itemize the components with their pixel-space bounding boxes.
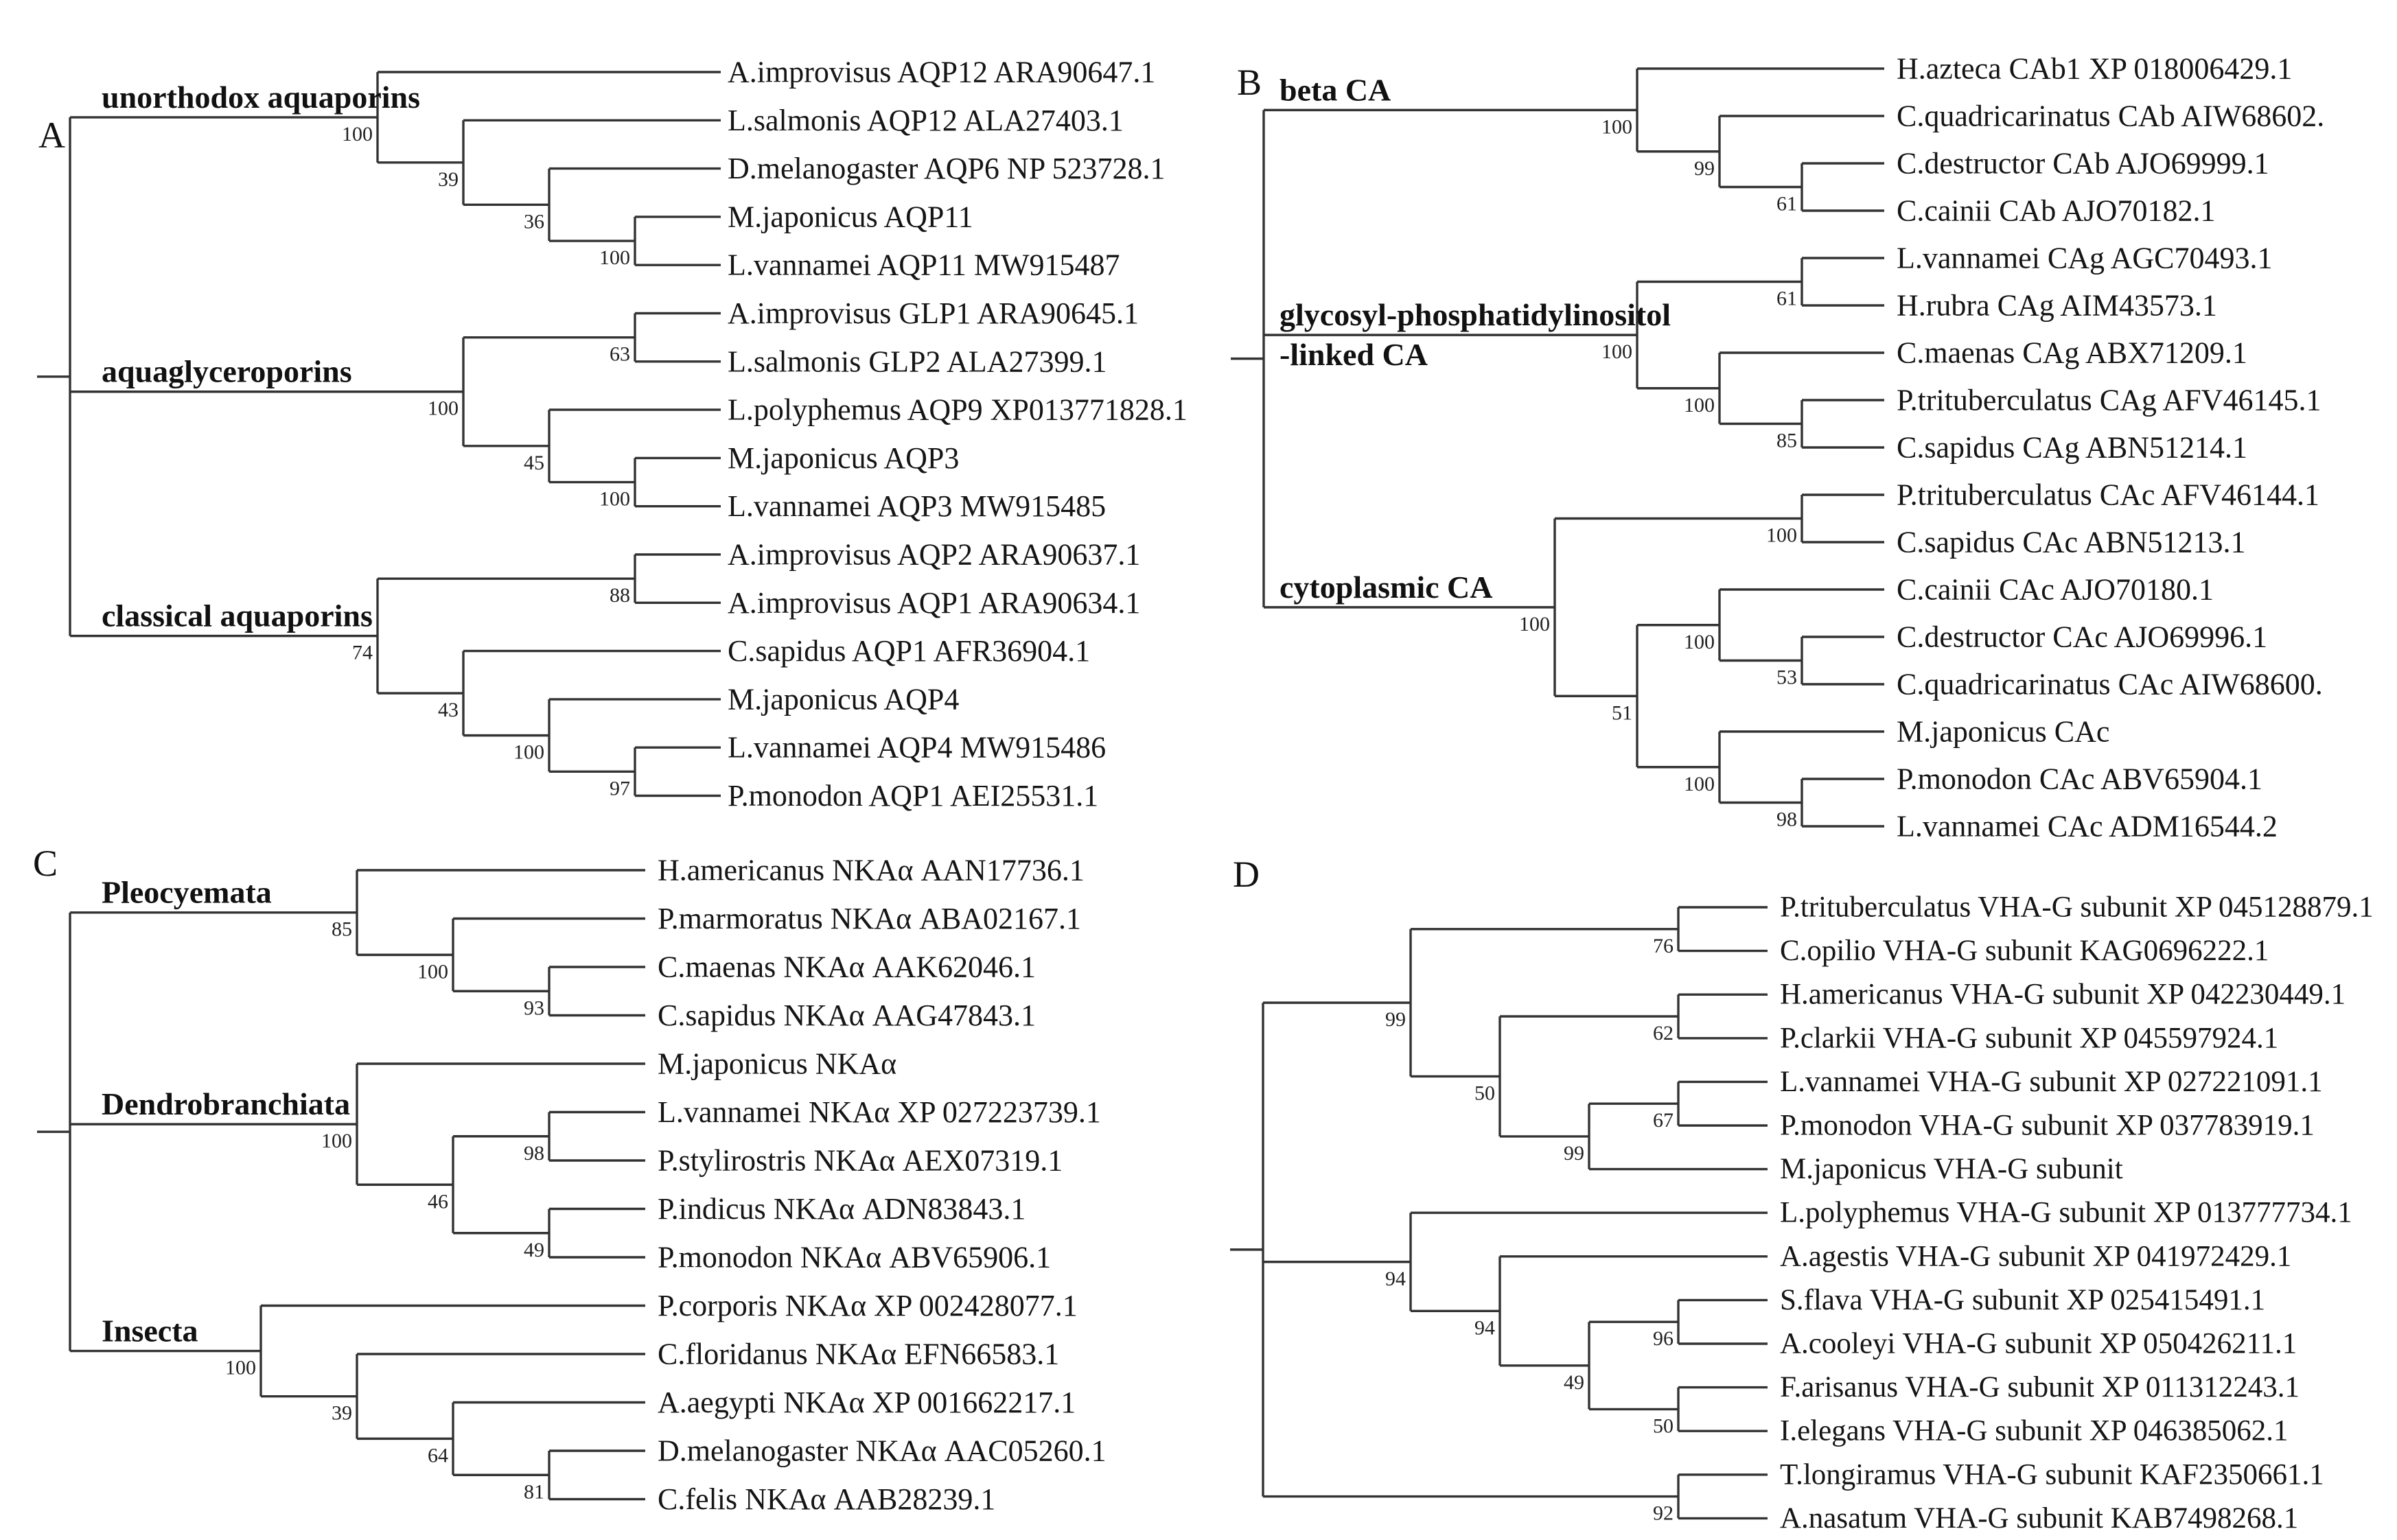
leaf-label: D.melanogaster AQP6 NP 523728.1 xyxy=(728,152,1166,186)
leaf-label: M.japonicus AQP3 xyxy=(728,441,960,475)
leaf-label: M.japonicus VHA-G subunit xyxy=(1780,1153,2123,1186)
leaf-label: C.sapidus AQP1 AFR36904.1 xyxy=(728,634,1091,668)
bootstrap-value: 100 xyxy=(321,1130,352,1153)
bootstrap-value: 100 xyxy=(1684,393,1715,417)
leaf-label: C.quadricarinatus CAc AIW68600. xyxy=(1897,667,2323,701)
panel-letter-c: C xyxy=(33,843,58,884)
leaf-label: P.stylirostris NKAα AEX07319.1 xyxy=(658,1143,1063,1178)
panel-b-tree xyxy=(1231,52,2324,843)
clade-label: aquaglyceroporins xyxy=(102,353,352,389)
leaf-label: P.trituberculatus CAc AFV46144.1 xyxy=(1897,478,2319,512)
leaf-label: P.monodon VHA-G subunit XP 037783919.1 xyxy=(1780,1109,2315,1142)
panel-d-tree xyxy=(1230,891,2374,1535)
bootstrap-value: 100 xyxy=(428,397,459,420)
bootstrap-value: 76 xyxy=(1653,934,1674,957)
bootstrap-value: 85 xyxy=(1776,429,1797,452)
leaf-label: H.americanus VHA-G subunit XP 042230449.1 xyxy=(1780,978,2346,1011)
panel-letter-d: D xyxy=(1233,854,1260,895)
leaf-label: C.sapidus NKAα AAG47843.1 xyxy=(658,999,1037,1032)
bootstrap-value: 74 xyxy=(352,641,373,664)
bootstrap-value: 50 xyxy=(1653,1414,1674,1438)
leaf-label: M.japonicus NKAα xyxy=(658,1047,897,1081)
leaf-label: P.corporis NKAα XP 002428077.1 xyxy=(658,1289,1078,1322)
clade-label: Dendrobranchiata xyxy=(102,1086,351,1122)
leaf-label: A.nasatum VHA-G subunit KAB7498268.1 xyxy=(1780,1502,2299,1535)
leaf-label: L.salmonis GLP2 ALA27399.1 xyxy=(728,345,1107,379)
bootstrap-value: 98 xyxy=(1776,808,1797,831)
leaf-label: C.destructor CAc AJO69996.1 xyxy=(1897,620,2268,654)
bootstrap-value: 100 xyxy=(1519,612,1550,635)
bootstrap-value: 46 xyxy=(428,1190,448,1213)
bootstrap-value: 100 xyxy=(417,960,448,983)
leaf-label: C.floridanus NKAα EFN66583.1 xyxy=(658,1337,1060,1371)
bootstrap-value: 53 xyxy=(1776,666,1797,689)
leaf-label: L.vannamei CAc ADM16544.2 xyxy=(1897,809,2278,843)
leaf-label: C.opilio VHA-G subunit KAG0696222.1 xyxy=(1780,935,2269,968)
clade-label: unorthodox aquaporins xyxy=(102,79,420,115)
bootstrap-value: 51 xyxy=(1612,701,1632,725)
bootstrap-value: 61 xyxy=(1776,287,1797,310)
leaf-label: L.salmonis AQP12 ALA27403.1 xyxy=(728,103,1124,137)
bootstrap-value: 96 xyxy=(1653,1327,1674,1351)
bootstrap-value: 81 xyxy=(524,1480,544,1504)
leaf-label: L.vannamei VHA-G subunit XP 027221091.1 xyxy=(1780,1065,2323,1098)
leaf-label: L.vannamei AQP4 MW915486 xyxy=(728,730,1107,765)
clade-label: beta CA xyxy=(1279,72,1391,108)
leaf-label: I.elegans VHA-G subunit XP 046385062.1 xyxy=(1780,1414,2289,1447)
bootstrap-value: 100 xyxy=(342,122,373,145)
leaf-label: T.longiramus VHA-G subunit KAF2350661.1 xyxy=(1780,1458,2324,1491)
bootstrap-value: 100 xyxy=(599,487,630,511)
bootstrap-value: 64 xyxy=(428,1444,448,1467)
leaf-label: C.felis NKAα AAB28239.1 xyxy=(658,1482,996,1516)
leaf-label: A.agestis VHA-G subunit XP 041972429.1 xyxy=(1780,1240,2292,1273)
bootstrap-value: 61 xyxy=(1776,192,1797,215)
leaf-label: P.monodon NKAα ABV65906.1 xyxy=(658,1240,1052,1274)
bootstrap-value: 50 xyxy=(1474,1082,1495,1105)
clade-label: glycosyl-phosphatidylinositol xyxy=(1279,297,1671,333)
leaf-label: P.clarkii VHA-G subunit XP 045597924.1 xyxy=(1780,1022,2279,1055)
leaf-label: P.indicus NKAα ADN83843.1 xyxy=(658,1192,1026,1226)
bootstrap-value: 100 xyxy=(1766,524,1797,547)
leaf-label: L.vannamei AQP3 MW915485 xyxy=(728,489,1107,524)
leaf-label: H.rubra CAg AIM43573.1 xyxy=(1897,288,2217,323)
bootstrap-value: 100 xyxy=(1684,772,1715,795)
leaf-label: L.polyphemus AQP9 XP013771828.1 xyxy=(728,393,1188,427)
leaf-label: P.trituberculatus VHA-G subunit XP 045128879.1 xyxy=(1780,891,2374,924)
leaf-label: A.improvisus GLP1 ARA90645.1 xyxy=(728,296,1139,330)
bootstrap-value: 43 xyxy=(438,699,459,722)
leaf-label: A.cooleyi VHA-G subunit XP 050426211.1 xyxy=(1780,1327,2297,1360)
bootstrap-value: 85 xyxy=(332,918,352,941)
bootstrap-value: 39 xyxy=(438,167,459,191)
bootstrap-value: 63 xyxy=(610,342,630,366)
leaf-label: C.sapidus CAc ABN51213.1 xyxy=(1897,525,2246,559)
leaf-label: M.japonicus CAc xyxy=(1897,714,2110,749)
bootstrap-value: 100 xyxy=(1684,630,1715,653)
leaf-label: C.cainii CAb AJO70182.1 xyxy=(1897,194,2216,228)
bootstrap-value: 45 xyxy=(524,451,544,474)
leaf-label: D.melanogaster NKAα AAC05260.1 xyxy=(658,1434,1107,1468)
bootstrap-value: 62 xyxy=(1653,1022,1674,1045)
leaf-label: C.sapidus CAg ABN51214.1 xyxy=(1897,430,2247,465)
bootstrap-value: 100 xyxy=(1601,115,1632,139)
leaf-label: L.vannamei CAg AGC70493.1 xyxy=(1897,241,2273,275)
bootstrap-value: 49 xyxy=(1564,1370,1584,1394)
clade-label: -linked CA xyxy=(1279,337,1428,373)
leaf-label: F.arisanus VHA-G subunit XP 011312243.1 xyxy=(1780,1371,2300,1404)
clade-label: classical aquaporins xyxy=(102,598,373,633)
leaf-label: S.flava VHA-G subunit XP 025415491.1 xyxy=(1780,1283,2266,1316)
leaf-label: L.vannamei NKAα XP 027223739.1 xyxy=(658,1095,1101,1129)
leaf-label: C.maenas NKAα AAK62046.1 xyxy=(658,950,1036,984)
panel-letter-a: A xyxy=(38,115,65,156)
leaf-label: M.japonicus AQP4 xyxy=(728,682,960,716)
bootstrap-value: 36 xyxy=(524,210,544,233)
bootstrap-value: 94 xyxy=(1385,1267,1406,1290)
bootstrap-value: 98 xyxy=(524,1141,544,1165)
bootstrap-value: 67 xyxy=(1653,1109,1674,1132)
leaf-label: C.maenas CAg ABX71209.1 xyxy=(1897,336,2247,370)
leaf-label: A.improvisus AQP12 ARA90647.1 xyxy=(728,55,1156,89)
leaf-label: P.trituberculatus CAg AFV46145.1 xyxy=(1897,383,2321,417)
clade-label: cytoplasmic CA xyxy=(1279,569,1493,605)
bootstrap-value: 100 xyxy=(599,246,630,270)
leaf-label: L.polyphemus VHA-G subunit XP 013777734.1 xyxy=(1780,1196,2352,1229)
leaf-label: A.aegypti NKAα XP 001662217.1 xyxy=(658,1386,1076,1419)
leaf-label: C.cainii CAc AJO70180.1 xyxy=(1897,572,2214,607)
panel-letter-b: B xyxy=(1237,62,1262,103)
bootstrap-value: 100 xyxy=(513,740,544,764)
bootstrap-value: 97 xyxy=(610,777,630,800)
bootstrap-value: 99 xyxy=(1694,156,1715,180)
leaf-label: H.americanus NKAα AAN17736.1 xyxy=(658,853,1085,887)
bootstrap-value: 100 xyxy=(225,1356,256,1379)
bootstrap-value: 92 xyxy=(1653,1502,1674,1525)
clade-label: Insecta xyxy=(102,1313,198,1349)
bootstrap-value: 99 xyxy=(1385,1008,1406,1031)
leaf-label: C.destructor CAb AJO69999.1 xyxy=(1897,146,2269,180)
leaf-label: A.improvisus AQP2 ARA90637.1 xyxy=(728,537,1141,572)
panel-c-tree xyxy=(37,854,1107,1517)
bootstrap-value: 93 xyxy=(524,996,544,1020)
leaf-label: P.monodon AQP1 AEI25531.1 xyxy=(728,779,1099,813)
leaf-label: P.marmoratus NKAα ABA02167.1 xyxy=(658,902,1082,935)
leaf-label: C.quadricarinatus CAb AIW68602. xyxy=(1897,99,2325,133)
bootstrap-value: 99 xyxy=(1564,1141,1584,1165)
leaf-label: A.improvisus AQP1 ARA90634.1 xyxy=(728,585,1141,620)
leaf-label: H.azteca CAb1 XP 018006429.1 xyxy=(1897,51,2293,86)
tree-layers xyxy=(37,52,2374,1535)
panel-a-tree xyxy=(37,56,1188,813)
bootstrap-value: 49 xyxy=(524,1238,544,1261)
bootstrap-value: 100 xyxy=(1601,340,1632,364)
leaf-label: P.monodon CAc ABV65904.1 xyxy=(1897,762,2262,796)
bootstrap-value: 39 xyxy=(332,1401,352,1425)
leaf-label: M.japonicus AQP11 xyxy=(728,200,973,234)
bootstrap-value: 88 xyxy=(610,584,630,607)
bootstrap-value: 94 xyxy=(1474,1316,1495,1340)
clade-label: Pleocyemata xyxy=(102,874,272,910)
leaf-label: L.vannamei AQP11 MW915487 xyxy=(728,248,1120,282)
